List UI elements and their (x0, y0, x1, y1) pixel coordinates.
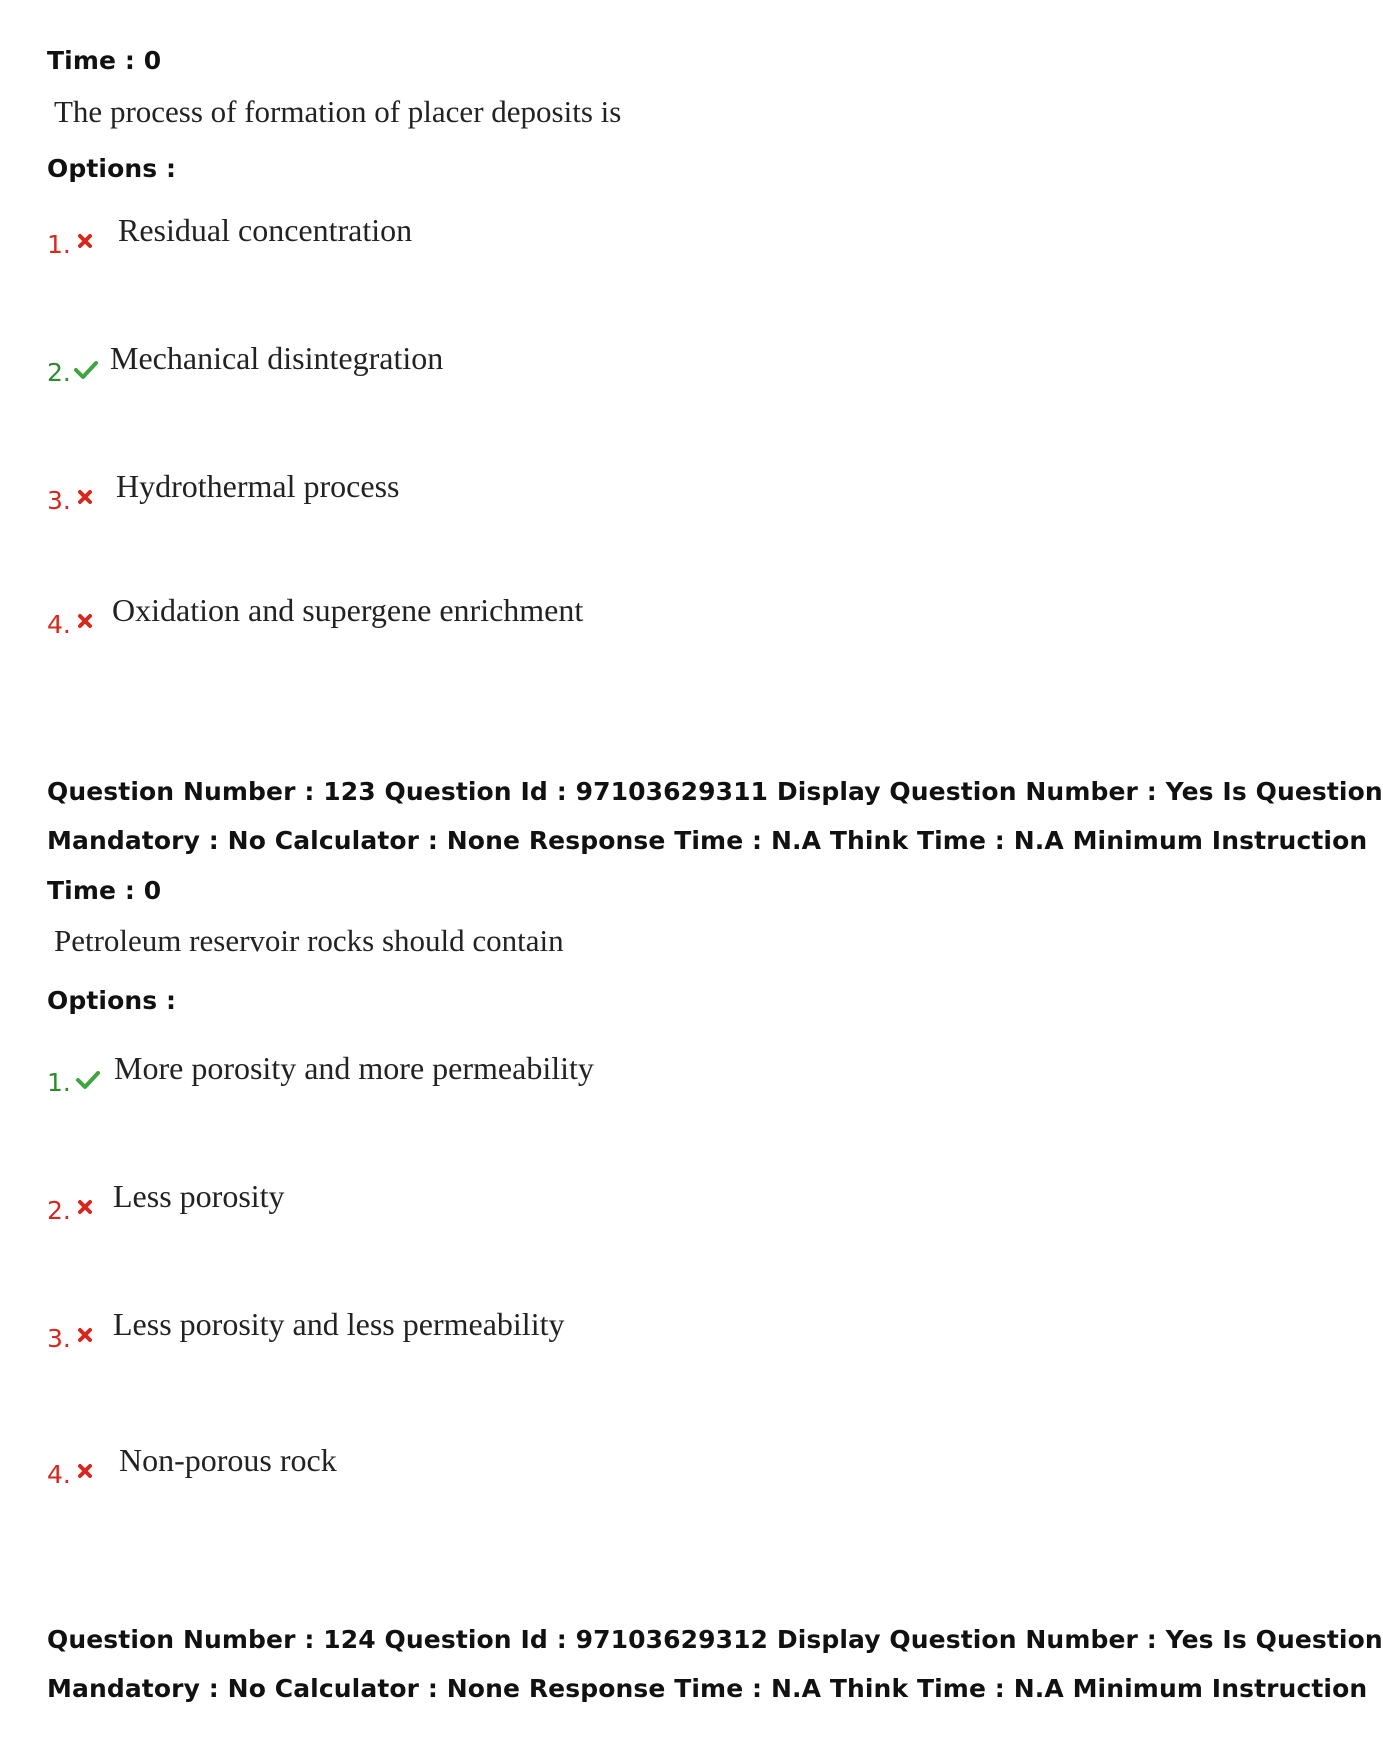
time-label: Time : 0 (47, 46, 162, 75)
option-number: 1. (47, 230, 71, 259)
question-text: The process of formation of placer deposits is (54, 94, 622, 129)
option-number: 2. (47, 1196, 71, 1225)
option-number: 4. (47, 1460, 71, 1489)
option-text: Less porosity (113, 1178, 285, 1214)
options-label: Options : (47, 154, 177, 183)
option-text: Hydrothermal process (116, 468, 400, 504)
option-number: 2. (47, 358, 71, 387)
option-text: Mechanical disintegration (110, 340, 444, 376)
cross-icon (78, 1464, 92, 1478)
cross-icon (78, 614, 92, 628)
option-text: Non-porous rock (119, 1442, 337, 1478)
option-number: 3. (47, 1324, 71, 1353)
check-icon (74, 361, 98, 379)
option-number: 4. (47, 610, 71, 639)
option-text: More porosity and more permeability (114, 1050, 594, 1086)
question-meta-line: Mandatory : No Calculator : None Response Time : N.A Think Time : N.A Minimum Instruction (47, 1674, 1368, 1703)
question-meta-line: Question Number : 124 Question Id : 97103629312 Display Question Number : Yes Is Question (47, 1625, 1383, 1654)
option-number: 1. (47, 1068, 71, 1097)
options-label: Options : (47, 986, 177, 1015)
cross-icon (78, 1328, 92, 1342)
cross-icon (78, 1200, 92, 1214)
option-text: Residual concentration (118, 212, 413, 248)
question-meta-line: Mandatory : No Calculator : None Response Time : N.A Think Time : N.A Minimum Instruction (47, 826, 1368, 855)
cross-icon (78, 234, 92, 248)
cross-icon (78, 490, 92, 504)
check-icon (76, 1071, 100, 1089)
question-text: Petroleum reservoir rocks should contain (54, 923, 564, 958)
option-text: Less porosity and less permeability (113, 1306, 565, 1342)
option-number: 3. (47, 486, 71, 515)
question-meta-line: Question Number : 123 Question Id : 97103629311 Display Question Number : Yes Is Question (47, 777, 1383, 806)
time-label: Time : 0 (47, 876, 162, 905)
option-text: Oxidation and supergene enrichment (112, 592, 584, 628)
